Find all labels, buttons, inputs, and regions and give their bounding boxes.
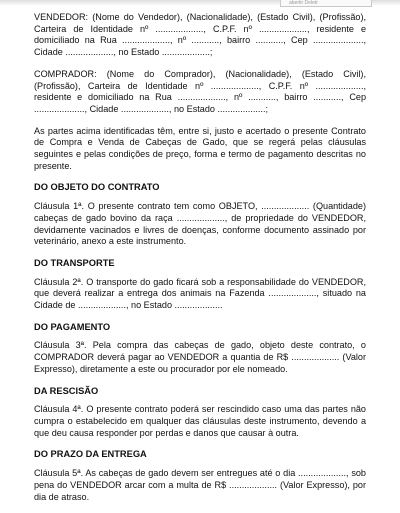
section-heading-transporte: DO TRANSPORTE — [34, 257, 115, 268]
contract-document — [34, 12, 366, 513]
section-heading-objeto: DO OBJETO DO CONTRATO — [34, 182, 160, 193]
intro-paragraph: As partes acima identificadas têm, entre si, justo e acertado o presente Contrato de Compra e Venda de Cabeças de Gado, que se regerá pelas cláusulas seguintes e pelas condições de preço, forma e termo de pagamento descritas no presente. — [34, 125, 366, 171]
comprador-paragraph: COMPRADOR: (Nome do Comprador), (Nacionalidade), (Estado Civil), (Profissão), Carteira de Identidade nº ..................., C.P.F. nº ..................., residente e domiciliado na Rua ..................., nº ..........., bairro ..........., Cep ...................., Cidade ..................., no Estado ...................; — [34, 68, 366, 114]
section-heading-pagamento: DO PAGAMENTO — [34, 321, 111, 332]
top-tab-tag: abertir Deletr — [280, 0, 372, 7]
vendedor-paragraph: VENDEDOR: (Nome do Vendedor), (Nacionalidade), (Estado Civil), (Profissão), Carteira de Identidade nº ..................., C.P.F. nº ..................., residente e domiciliado na Rua ..................., nº ..........., bairro ..........., Cep ...................., Cidade ..................., no Estado ...................; — [34, 12, 366, 58]
section-heading-prazo: DO PRAZO DA ENTREGA — [34, 449, 147, 460]
clause-1: Cláusula 1ª. O presente contrato tem como OBJETO, ................... (Quantidade) cabeças de gado bovino da raça ..................., de propriedade do VENDEDOR, devidamente vacinados e livres de doenças, conforme documento assinado por veterinário, anexo a este instrumento. — [34, 201, 366, 247]
clause-3: Cláusula 3ª. Pela compra das cabeças de gado, objeto deste contrato, o COMPRADOR deverá pagar ao VENDEDOR a quantia de R$ ................... (Valor Expresso), diretamente a este ou procurador por ele nomeado. — [34, 340, 366, 374]
clause-2: Cláusula 2ª. O transporte do gado ficará sob a responsabilidade do VENDEDOR, que deverá realizar a entrega dos animais na Fazenda ..................., situado na Cidade de ..................., no Estado ................... — [34, 276, 366, 311]
clause-4: Cláusula 4ª. O presente contrato poderá ser rescindido caso uma das partes não cumpra o estabelecido em qualquer das cláusulas deste instrumento, devendo a que deu causa responder por perdas e danos que causar à outra. — [34, 404, 366, 438]
clause-5: Cláusula 5ª. As cabeças de gado devem ser entregues até o dia ..................., sob pena do VENDEDOR arcar com a multa de R$ ................... (Valor Expresso), por dia de atraso. — [34, 468, 366, 502]
section-heading-rescisao: DA RESCISÃO — [34, 385, 99, 396]
